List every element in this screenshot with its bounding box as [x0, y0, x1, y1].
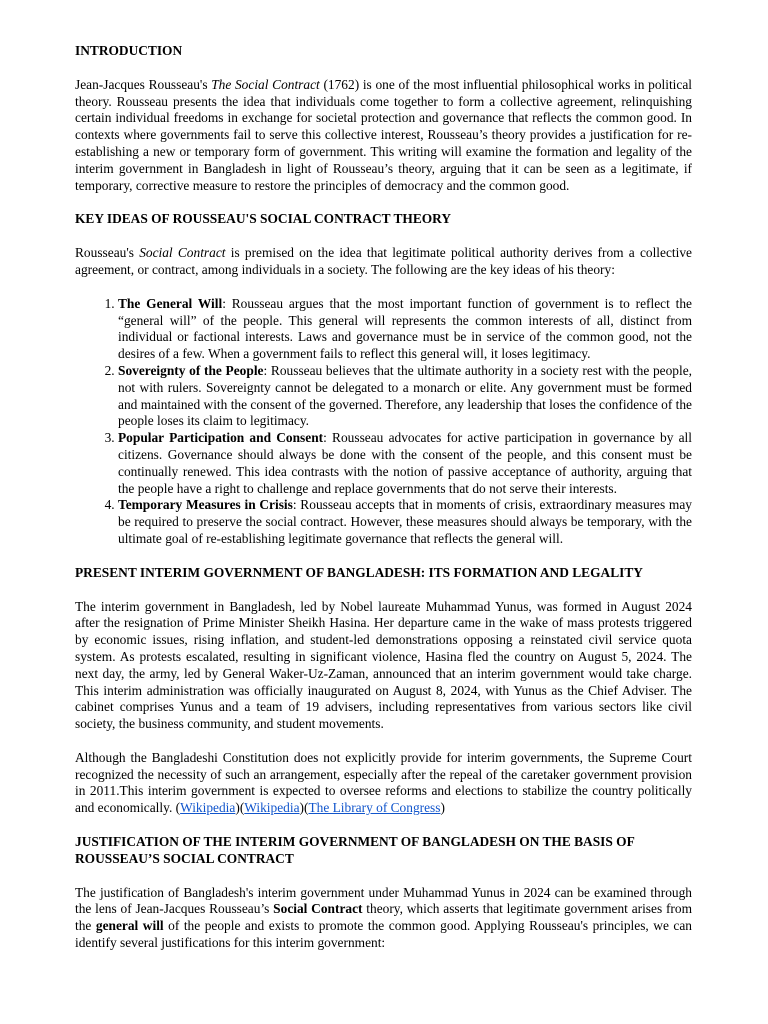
present-government-heading: PRESENT INTERIM GOVERNMENT OF BANGLADESH: ITS FORMATION AND LEGALITY: [75, 564, 643, 580]
key-ideas-list: [75, 296, 692, 548]
introduction-heading: INTRODUCTION: [75, 43, 183, 58]
library-of-congress-link[interactable]: The Library of Congress: [308, 800, 441, 816]
wikipedia-link-2[interactable]: Wikipedia: [244, 800, 300, 816]
justification-paragraph: The justification of Bangladesh's interim government under Muhammad Yunus in 2024 can be examined through the lens of Jean-Jacques Rousseau’s Social Contract theory, which asserts that legitimate government arises from the general will of the people and exists to promote the common good. Applying Rousseau's principles, we can identify several justifications for this interim government:: [75, 884, 692, 951]
key-ideas-paragraph: Rousseau's Social Contract is premised on the idea that legitimate political authority derives from a collective agreement, or contract, among individuals in a society. The following are the key ideas of his theory:: [75, 245, 692, 277]
list-item: 4. Temporary Measures in Crisis: Rousseau accepts that in moments of crisis, extraordinary measures may be required to preserve the social contract. However, these measures should always be temporary, with the ultimate goal of re-establishing legitimate governance that reflects the general will.: [118, 497, 692, 547]
present-paragraph-2: Although the Bangladeshi Constitution does not explicitly provide for interim governments, the Supreme Court recognized the necessity of such an arrangement, especially after the repeal of the caretaker government provision in 2011.This interim government is expected to oversee reforms and elections to stabilize the country politically and economically. (Wikipedia)(Wikipedia)(The Library of Congress): [75, 749, 692, 816]
list-item: 1. The General Will: Rousseau argues that the most important function of government is to reflect the “general will” of the people. This general will represents the common interests of all, distinct from individual or factional interests. Laws and governance must be in service of the common good, not the desires of a few. When a government fails to reflect this general will, it loses legitimacy.: [118, 296, 692, 363]
justification-heading: JUSTIFICATION OF THE INTERIM GOVERNMENT OF BANGLADESH ON THE BASIS OF ROUSSEAU’S SOCIAL CONTRACT: [75, 834, 635, 866]
introduction-paragraph: Jean-Jacques Rousseau's The Social Contract (1762) is one of the most influential philosophical works in political theory. Rousseau presents the idea that individuals come together to form a collective agreement, relinquishing certain individual freedoms in exchange for societal protection and governance that reflects the common good. In contexts where governments fail to serve this collective interest, Rousseau’s theory provides a justification for re-establishing a new or temporary form of government. This writing will examine the formation and legality of the interim government in Bangladesh in light of Rousseau’s theory, arguing that it can be seen as a legitimate, if temporary, corrective measure to restore the principles of democracy and the common good.: [75, 76, 693, 193]
list-item: 3. Popular Participation and Consent: Rousseau advocates for active participation in governance by all citizens. Governance should always be done with the consent of the people, and this consent must be continually renewed. This idea contrasts with the notion of passive acceptance of authority, arguing that the people have a right to challenge and replace governments that do not serve their interests.: [118, 430, 692, 497]
book-title: The Social Contract: [211, 76, 320, 92]
list-item: 2. Sovereignty of the People: Rousseau believes that the ultimate authority in a society rest with the people, not with rulers. Sovereignty cannot be delegated to a monarch or elite. Any government must be formed and maintained with the consent of the governed. Therefore, any leadership that loses the confidence of the people loses its claim to legitimacy.: [118, 363, 692, 430]
book-title: Social Contract: [139, 245, 226, 261]
wikipedia-link-1[interactable]: Wikipedia: [180, 800, 236, 816]
key-ideas-heading: KEY IDEAS OF ROUSSEAU'S SOCIAL CONTRACT THEORY: [75, 211, 452, 227]
document-page: [75, 43, 692, 969]
present-paragraph-1: The interim government in Bangladesh, led by Nobel laureate Muhammad Yunus, was formed in August 2024 after the resignation of Prime Minister Sheikh Hasina. Her departure came in the wake of mass protests triggered by economic issues, rising inflation, and student-led demonstrations opposing a reinstated civil service quota system. As protests escalated, resulting in significant violence, Hasina fled the country on August 5, 2024. The next day, the army, led by General Waker-Uz-Zaman, announced that an interim government would take charge. This interim administration was officially inaugurated on August 8, 2024, with Yunus as the Chief Adviser. The cabinet comprises Yunus and a team of 19 advisers, including representatives from various sectors like civil society, the business community, and student movements.: [75, 598, 692, 732]
